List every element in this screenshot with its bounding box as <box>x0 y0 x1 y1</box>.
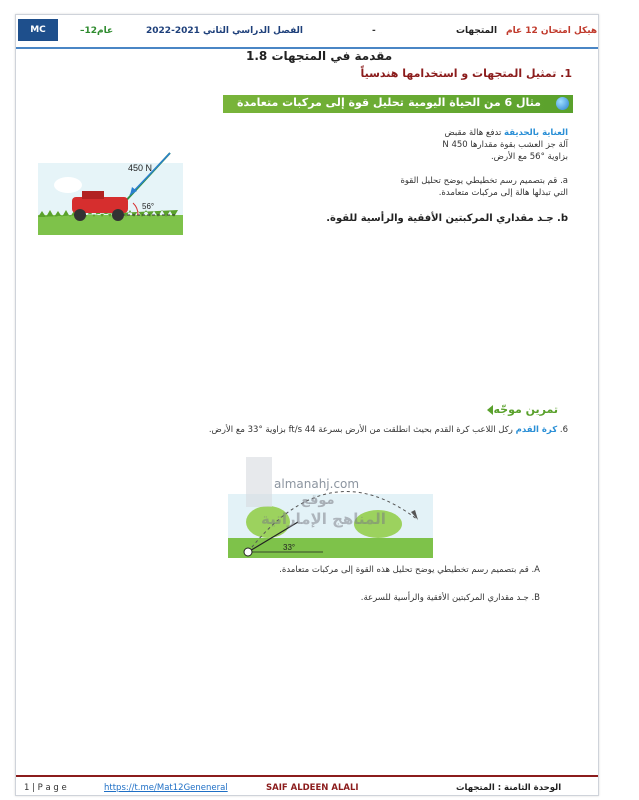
section-heading: 1. تمثيل المتجهات و استخدامها هندسياً <box>360 67 572 80</box>
watermark-line2: المناهج الإماراتية <box>261 510 386 528</box>
header-dash: - <box>372 26 376 36</box>
example-question-a <box>348 175 568 199</box>
example-label: العناية بالحديقة <box>504 128 568 138</box>
lesson-title: 1.8 مقدمة في المتجهات <box>246 49 393 63</box>
header-badge: MC <box>18 19 58 41</box>
angle-label-56: 56° <box>142 202 155 211</box>
watermark-logo-block <box>246 457 272 507</box>
question-6b: B. جـد مقداري المركبتين الأفقية والرأسية للسرعة. <box>360 593 540 603</box>
header-exam-structure: هيكل امتحان 12 عام <box>506 26 598 36</box>
question-6a: A. قم بتصميم رسم تخطيطي يوضح تحليل هذه القوة إلى مركبات متعامدة. <box>279 565 540 575</box>
force-label: 450 N <box>128 163 153 173</box>
lawn-mower-figure <box>38 145 183 235</box>
football-ball <box>244 548 252 556</box>
example-band-title: مثال 6 من الحياة اليومية <box>408 96 541 109</box>
example-line1: تدفع هالة مقبض <box>444 128 502 138</box>
cloud-shape <box>54 177 82 193</box>
question-6 <box>209 425 568 435</box>
globe-icon <box>556 97 569 110</box>
document-page <box>15 14 599 796</box>
footer-page-number: 1 | P a g e <box>24 783 67 793</box>
header-term: الفصل الدراسي الثاني 2021-2022 <box>146 26 304 36</box>
page-footer <box>16 775 598 797</box>
question-6-label: كرة القدم <box>515 425 558 435</box>
mower-engine <box>82 191 104 199</box>
question-6-number: 6. <box>559 425 568 435</box>
example-qa-line1: a. قم بتصميم رسم تخطيطي يوضح تحليل القوة <box>400 176 568 186</box>
example-band-subtitle: تحليل قوة إلى مركبات متعامدة <box>237 96 404 109</box>
practice-heading-text: تمرين موجّه <box>493 403 558 416</box>
example-line3: بزاوية °56 مع الأرض. <box>490 152 568 162</box>
example-paragraph <box>348 127 568 163</box>
figure2-grass <box>228 538 433 558</box>
footer-telegram-link[interactable]: https://t.me/Mat12Geneneral <box>104 783 228 793</box>
header-topic: المتجهات <box>456 26 498 36</box>
question-6-text: ركل اللاعب كرة القدم بحيث انطلقت من الأرض بسرعة 44 ft/s بزاوية °33 مع الأرض. <box>208 425 513 435</box>
example-band <box>223 95 573 113</box>
page-header <box>16 15 598 49</box>
example-line2: آلة جز العشب بقوة مقدارها 450 N <box>442 140 568 150</box>
angle-label-33: 33° <box>283 543 296 552</box>
watermark-site: almanahj.com <box>274 477 360 491</box>
header-grade: –12عام <box>80 26 114 36</box>
footer-author: SAIF ALDEEN ALALI <box>266 783 359 793</box>
example-question-b: b. جـد مقداري المركبتين الأفقية والرأسية للقوة. <box>326 213 568 224</box>
practice-heading <box>483 403 558 416</box>
grass-ground <box>38 215 183 235</box>
mower-wheel-front <box>74 209 86 221</box>
example-qa-line2: التي تبذلها هالة إلى مركبات متعامدة. <box>438 188 568 198</box>
watermark-line1: موقع <box>301 493 335 508</box>
footer-unit: الوحدة الثامنة : المتجهات <box>456 783 562 793</box>
